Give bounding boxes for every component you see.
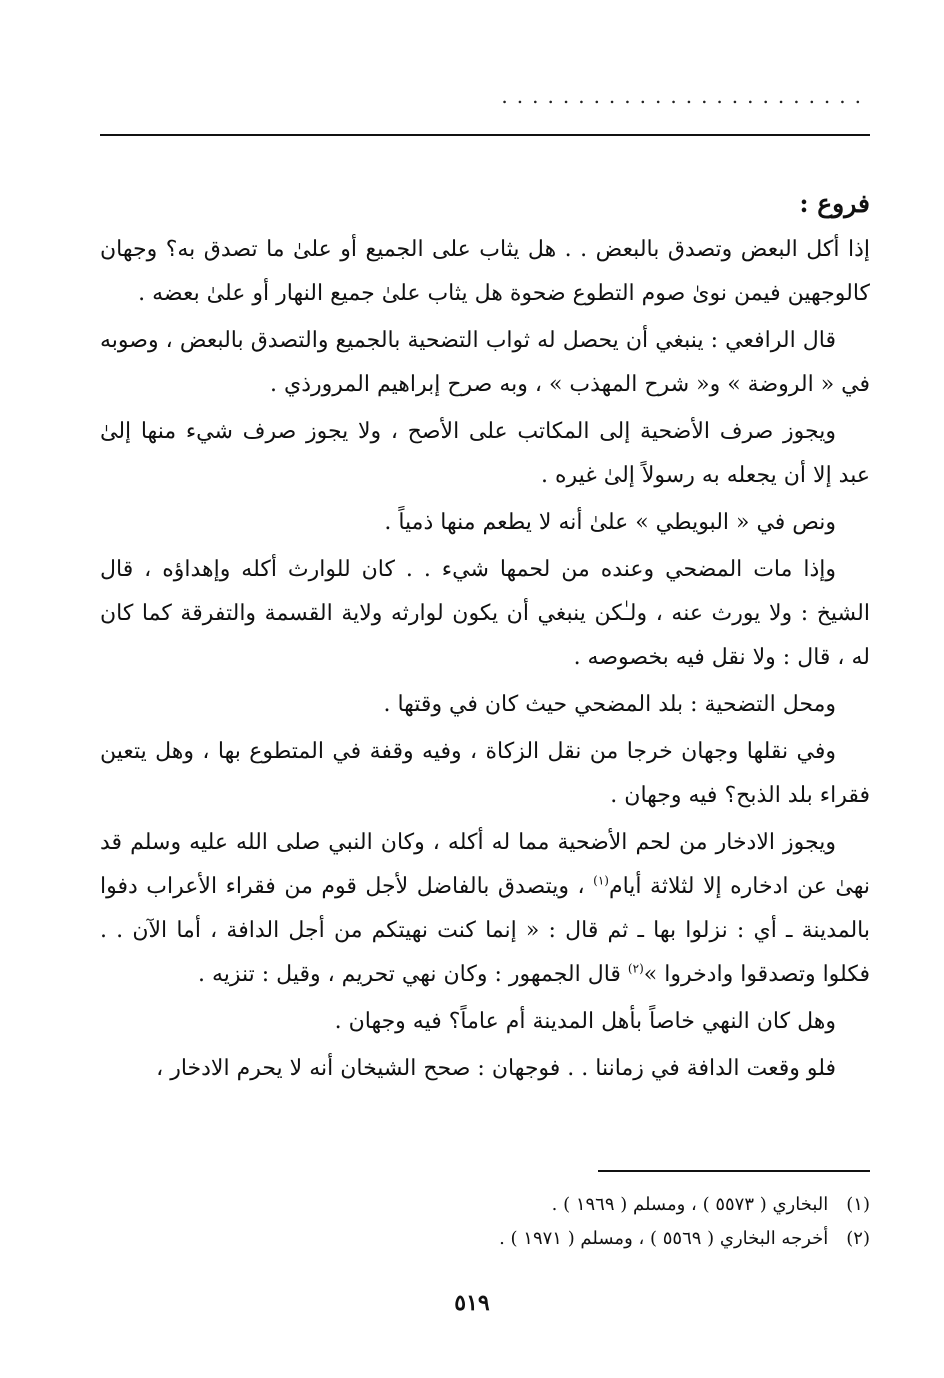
header-dotted-leader: ........................ (501, 84, 870, 108)
footnote-1 (100, 1188, 870, 1222)
paragraph-8-part-3: قال الجمهور : وكان نهي تحريم ، وقيل : تنزيه . (197, 962, 628, 987)
page-number: ٥١٩ (454, 1290, 490, 1316)
header-rule (100, 134, 870, 136)
footnote-2 (100, 1222, 870, 1256)
footnotes (100, 1188, 870, 1256)
paragraph-1: إذا أكل البعض وتصدق بالبعض . . هل يثاب على الجميع أو علىٰ ما تصدق به؟ وجهان كالوجهين فيمن نوىٰ صوم التطوع ضحوة هل يثاب علىٰ جميع النهار أو علىٰ بعضه . (100, 237, 870, 306)
footnote-number: (٢) (846, 1228, 870, 1249)
paragraph-10: فلو وقعت الدافة في زماننا . . فوجهان : صحح الشيخان أنه لا يحرم الادخار ، (156, 1056, 836, 1081)
paragraph-9: وهل كان النهي خاصاً بأهل المدينة أم عاماً؟ فيه وجهان . (334, 1009, 836, 1034)
paragraph-4: ونص في « البويطي » علىٰ أنه لا يطعم منها ذمياً . (384, 510, 836, 535)
paragraph-8 (100, 821, 870, 997)
footnote-rule (598, 1170, 870, 1172)
section-heading: فروع : (799, 189, 870, 218)
footnote-text: أخرجه البخاري ( ٥٥٦٩ ) ، ومسلم ( ١٩٧١ ) . (499, 1228, 829, 1249)
footnote-text: البخاري ( ٥٥٧٣ ) ، ومسلم ( ١٩٦٩ ) . (551, 1194, 829, 1215)
paragraph-8-part-1: ويجوز الادخار من لحم الأضحية مما له أكله ، وكان النبي صلى الله عليه وسلم قد نهىٰ عن ادخاره إلا لثلاثة أيام (100, 830, 870, 899)
footnote-ref-2[interactable]: (٢) (627, 961, 644, 976)
paragraph-3: ويجوز صرف الأضحية إلى المكاتب على الأصح ، ولا يجوز صرف شيء منها إلىٰ عبد إلا أن يجعله به رسولاً إلىٰ غيره . (100, 419, 870, 488)
paragraph-2: قال الرافعي : ينبغي أن يحصل له ثواب التضحية بالجميع والتصدق بالبعض ، وصوبه في « الروضة » و« شرح المهذب » ، وبه صرح إبراهيم المرورذي . (100, 328, 870, 397)
footnote-ref-1[interactable]: (١) (593, 873, 609, 888)
paragraph-7: وفي نقلها وجهان خرجا من نقل الزكاة ، وفيه وقفة في المتطوع بها ، وهل يتعين فقراء بلد الذبح؟ فيه وجهان . (100, 739, 870, 808)
paragraph-5: وإذا مات المضحي وعنده من لحمها شيء . . كان للوارث أكله وإهداؤه ، قال الشيخ : ولا يورث عنه ، ولـٰكن ينبغي أن يكون لوارثه ولاية القسمة والتفرقة كما كان له ، قال : ولا نقل فيه بخصوصه . (100, 557, 871, 670)
paragraph-6: ومحل التضحية : بلد المضحي حيث كان في وقتها . (383, 692, 836, 717)
footnote-number: (١) (846, 1194, 870, 1215)
paragraph-8-part-2: ، ويتصدق بالفاضل لأجل قوم من فقراء الأعراب دفوا بالمدينة ـ أي : نزلوا بها ـ ثم قال : « إنما كنت نهيتكم من أجل الدافة ، أما الآن . . فكلوا وتصدقوا وادخروا » (100, 874, 870, 987)
main-text (100, 182, 870, 1094)
